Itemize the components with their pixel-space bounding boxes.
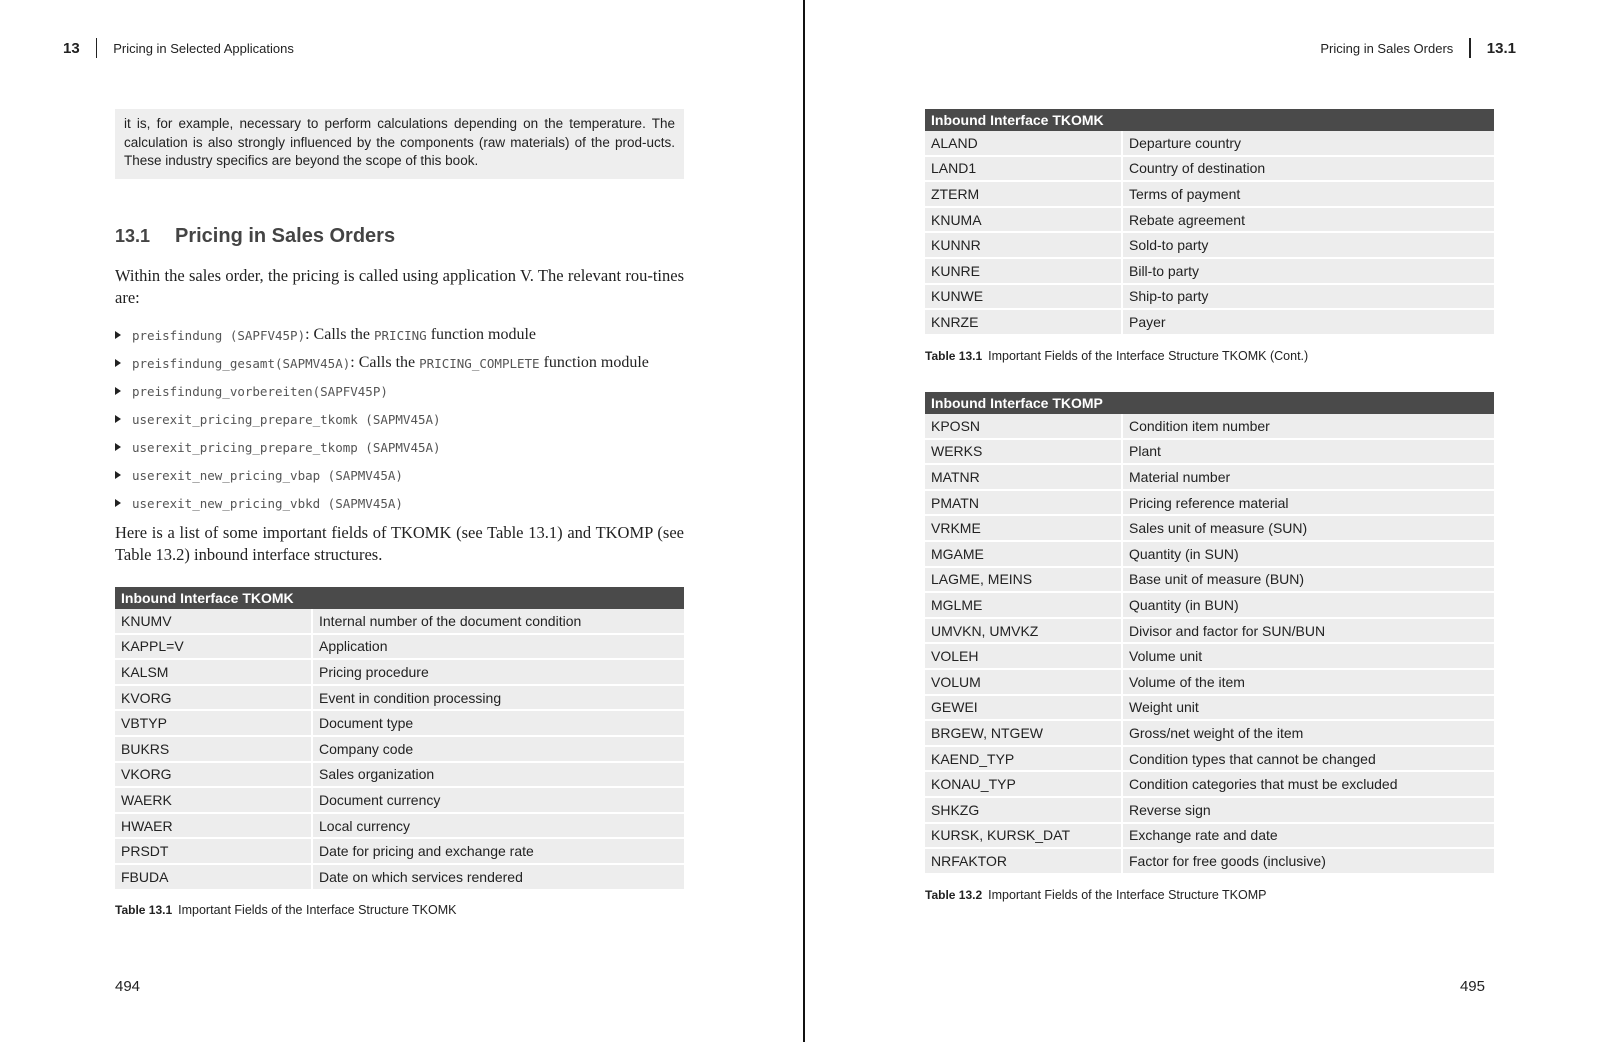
list-item xyxy=(115,405,695,433)
table-row xyxy=(925,747,1494,773)
list-item xyxy=(115,489,695,517)
table-row xyxy=(925,465,1494,491)
table-row xyxy=(925,414,1494,440)
header-divider xyxy=(96,38,98,58)
routine-name: preisfindung xyxy=(132,327,223,343)
table-caption xyxy=(115,903,457,917)
field-description-cell: Sold-to party xyxy=(1123,233,1494,259)
field-description-cell: Date for pricing and exchange rate xyxy=(313,839,684,865)
field-description-cell: Application xyxy=(313,635,684,661)
table-row xyxy=(925,568,1494,594)
field-name-cell: GEWEI xyxy=(925,696,1123,722)
field-description-cell: Bill-to party xyxy=(1123,259,1494,285)
list-item xyxy=(115,377,695,405)
routine-name: preisfindung_vorbereiten xyxy=(132,383,313,399)
routine-source: (SAPMV45A) xyxy=(357,439,441,455)
table-row xyxy=(925,285,1494,311)
field-name-cell: WAERK xyxy=(115,788,313,814)
field-name-cell: PMATN xyxy=(925,491,1123,517)
chapter-title: Pricing in Selected Applications xyxy=(113,40,294,56)
field-description-cell: Ship-to party xyxy=(1123,285,1494,311)
table-row xyxy=(925,849,1494,875)
field-description-cell: Exchange rate and date xyxy=(1123,824,1494,850)
routine-name: preisfindung_gesamt xyxy=(132,355,275,371)
bullet-triangle-icon xyxy=(115,415,121,423)
table-row xyxy=(925,208,1494,234)
caption-text: Important Fields of the Interface Structure TKOMK (Cont.) xyxy=(988,349,1309,363)
chapter-number: 13 xyxy=(63,39,80,57)
field-name-cell: KUNRE xyxy=(925,259,1123,285)
table-row xyxy=(925,259,1494,285)
field-description-cell: Sales organization xyxy=(313,763,684,789)
field-description-cell: Quantity (in BUN) xyxy=(1123,593,1494,619)
list-item xyxy=(115,321,695,349)
field-name-cell: KPOSN xyxy=(925,414,1123,440)
table-row xyxy=(115,660,684,686)
table-row xyxy=(925,696,1494,722)
left-running-header xyxy=(63,38,294,58)
list-item xyxy=(115,461,695,489)
table-row xyxy=(115,711,684,737)
field-description-cell: Material number xyxy=(1123,465,1494,491)
table-header: Inbound Interface TKOMP xyxy=(925,392,1494,414)
field-description-cell: Reverse sign xyxy=(1123,798,1494,824)
field-name-cell: MATNR xyxy=(925,465,1123,491)
tkomp-table xyxy=(925,392,1494,875)
field-description-cell: Weight unit xyxy=(1123,696,1494,722)
table-row xyxy=(925,233,1494,259)
field-description-cell: Divisor and factor for SUN/BUN xyxy=(1123,619,1494,645)
header-divider xyxy=(1469,38,1471,58)
table-row xyxy=(115,814,684,840)
field-description-cell: Volume unit xyxy=(1123,644,1494,670)
field-description-cell: Payer xyxy=(1123,310,1494,336)
table-row xyxy=(115,686,684,712)
field-name-cell: BUKRS xyxy=(115,737,313,763)
field-name-cell: VRKME xyxy=(925,516,1123,542)
table-row xyxy=(925,670,1494,696)
field-name-cell: UMVKN, UMVKZ xyxy=(925,619,1123,645)
caption-label: Table 13.2 xyxy=(925,888,983,902)
field-name-cell: BRGEW, NTGEW xyxy=(925,721,1123,747)
caption-label: Table 13.1 xyxy=(115,903,173,917)
table-row xyxy=(115,737,684,763)
field-name-cell: KAEND_TYP xyxy=(925,747,1123,773)
table-row xyxy=(925,182,1494,208)
field-name-cell: KNUMV xyxy=(115,609,313,635)
bullet-triangle-icon xyxy=(115,387,121,395)
table-row xyxy=(115,609,684,635)
routine-description-tail: function module xyxy=(539,354,649,371)
field-description-cell: Departure country xyxy=(1123,131,1494,157)
bullet-triangle-icon xyxy=(115,443,121,451)
caption-text: Important Fields of the Interface Structure TKOMP xyxy=(988,888,1267,902)
field-name-cell: VKORG xyxy=(115,763,313,789)
routine-name: userexit_new_pricing_vbkd xyxy=(132,495,321,511)
field-description-cell: Company code xyxy=(313,737,684,763)
field-description-cell: Local currency xyxy=(313,814,684,840)
table-row xyxy=(925,516,1494,542)
field-name-cell: KALSM xyxy=(115,660,313,686)
field-name-cell: NRFAKTOR xyxy=(925,849,1123,875)
routine-source: (SAPFV45P) xyxy=(312,383,388,399)
field-description-cell: Condition item number xyxy=(1123,414,1494,440)
section-title-header: Pricing in Sales Orders xyxy=(1320,40,1454,56)
field-name-cell: MGAME xyxy=(925,542,1123,568)
table-row xyxy=(925,440,1494,466)
table-row xyxy=(925,619,1494,645)
field-description-cell: Country of destination xyxy=(1123,157,1494,183)
field-description-cell: Volume of the item xyxy=(1123,670,1494,696)
intro-paragraph: Within the sales order, the pricing is called using application V. The relevant rou-tines are: xyxy=(115,266,684,307)
function-module-name: PRICING xyxy=(374,327,427,343)
right-running-header xyxy=(1320,38,1516,58)
field-description-cell: Base unit of measure (BUN) xyxy=(1123,568,1494,594)
table-row xyxy=(115,865,684,891)
field-name-cell: KNUMA xyxy=(925,208,1123,234)
field-description-cell: Rebate agreement xyxy=(1123,208,1494,234)
routine-description: : Calls the xyxy=(305,326,374,343)
function-module-name: PRICING_COMPLETE xyxy=(419,355,540,371)
table-row xyxy=(925,593,1494,619)
field-name-cell: ALAND xyxy=(925,131,1123,157)
field-description-cell: Event in condition processing xyxy=(313,686,684,712)
table-caption xyxy=(925,888,1267,902)
field-name-cell: PRSDT xyxy=(115,839,313,865)
page-number-left: 494 xyxy=(115,978,141,995)
table-row xyxy=(115,763,684,789)
field-description-cell: Factor for free goods (inclusive) xyxy=(1123,849,1494,875)
tkomk-cont-table xyxy=(925,109,1494,336)
bullet-triangle-icon xyxy=(115,499,121,507)
table-header: Inbound Interface TKOMK xyxy=(925,109,1494,131)
page-number-right: 495 xyxy=(1459,978,1485,995)
field-description-cell: Pricing reference material xyxy=(1123,491,1494,517)
routine-name: userexit_new_pricing_vbap xyxy=(132,467,321,483)
table-row xyxy=(115,635,684,661)
table-row xyxy=(925,644,1494,670)
field-name-cell: SHKZG xyxy=(925,798,1123,824)
caption-label: Table 13.1 xyxy=(925,349,983,363)
field-name-cell: KONAU_TYP xyxy=(925,772,1123,798)
field-name-cell: KUNWE xyxy=(925,285,1123,311)
field-name-cell: LAGME, MEINS xyxy=(925,568,1123,594)
field-name-cell: VOLEH xyxy=(925,644,1123,670)
routine-source: (SAPMV45A) xyxy=(357,411,441,427)
field-name-cell: KUNNR xyxy=(925,233,1123,259)
section-number: 13.1 xyxy=(115,226,151,246)
field-name-cell: KNRZE xyxy=(925,310,1123,336)
routine-list xyxy=(115,321,695,517)
field-description-cell: Gross/net weight of the item xyxy=(1123,721,1494,747)
routine-source: (SAPMV45A) xyxy=(275,355,351,371)
list-intro-paragraph: Here is a list of some important fields of TKOMK (see Table 13.1) and TKOMP (see Table 13.2) inbound interface structures. xyxy=(115,523,684,564)
bullet-triangle-icon xyxy=(115,471,121,479)
table-row xyxy=(925,824,1494,850)
caption-text: Important Fields of the Interface Structure TKOMK xyxy=(178,903,457,917)
field-description-cell: Terms of payment xyxy=(1123,182,1494,208)
table-row xyxy=(925,310,1494,336)
table-row xyxy=(925,157,1494,183)
field-name-cell: HWAER xyxy=(115,814,313,840)
routine-source: (SAPMV45A) xyxy=(320,495,403,511)
field-name-cell: KURSK, KURSK_DAT xyxy=(925,824,1123,850)
field-description-cell: Internal number of the document condition xyxy=(313,609,684,635)
bullet-triangle-icon xyxy=(115,359,121,367)
section-title: Pricing in Sales Orders xyxy=(175,225,396,247)
note-box: it is, for example, necessary to perform calculations depending on the temperature. The calculation is also strongly influenced by the components (raw materials) of the prod-ucts. These industry specifics are beyond the scope of this book. xyxy=(115,109,684,179)
table-row xyxy=(115,788,684,814)
routine-description: : Calls the xyxy=(350,354,420,371)
section-heading xyxy=(115,225,395,248)
table-row xyxy=(925,131,1494,157)
table-row xyxy=(925,772,1494,798)
table-row xyxy=(925,721,1494,747)
field-description-cell: Quantity (in SUN) xyxy=(1123,542,1494,568)
field-name-cell: KVORG xyxy=(115,686,313,712)
routine-name: userexit_pricing_prepare_tkomk xyxy=(132,411,358,427)
field-name-cell: VOLUM xyxy=(925,670,1123,696)
field-description-cell: Document currency xyxy=(313,788,684,814)
page-gutter-divider xyxy=(803,0,805,1042)
field-name-cell: MGLME xyxy=(925,593,1123,619)
field-description-cell: Sales unit of measure (SUN) xyxy=(1123,516,1494,542)
list-item xyxy=(115,349,695,377)
field-name-cell: LAND1 xyxy=(925,157,1123,183)
field-name-cell: ZTERM xyxy=(925,182,1123,208)
field-name-cell: VBTYP xyxy=(115,711,313,737)
table-row xyxy=(925,798,1494,824)
field-description-cell: Document type xyxy=(313,711,684,737)
table-row xyxy=(925,491,1494,517)
field-description-cell: Condition categories that must be excluded xyxy=(1123,772,1494,798)
routine-source: (SAPFV45P) xyxy=(222,327,306,343)
field-description-cell: Pricing procedure xyxy=(313,660,684,686)
table-caption xyxy=(925,349,1308,363)
field-description-cell: Date on which services rendered xyxy=(313,865,684,891)
table-row xyxy=(925,542,1494,568)
field-name-cell: KAPPL=V xyxy=(115,635,313,661)
field-name-cell: WERKS xyxy=(925,440,1123,466)
field-description-cell: Plant xyxy=(1123,440,1494,466)
routine-source: (SAPMV45A) xyxy=(320,467,403,483)
routine-description-tail: function module xyxy=(426,326,536,343)
tkomk-table xyxy=(115,587,684,891)
table-header: Inbound Interface TKOMK xyxy=(115,587,684,609)
table-row xyxy=(115,839,684,865)
list-item xyxy=(115,433,695,461)
section-number-header: 13.1 xyxy=(1486,39,1516,57)
bullet-triangle-icon xyxy=(115,331,121,339)
field-description-cell: Condition types that cannot be changed xyxy=(1123,747,1494,773)
routine-name: userexit_pricing_prepare_tkomp xyxy=(132,439,358,455)
field-name-cell: FBUDA xyxy=(115,865,313,891)
